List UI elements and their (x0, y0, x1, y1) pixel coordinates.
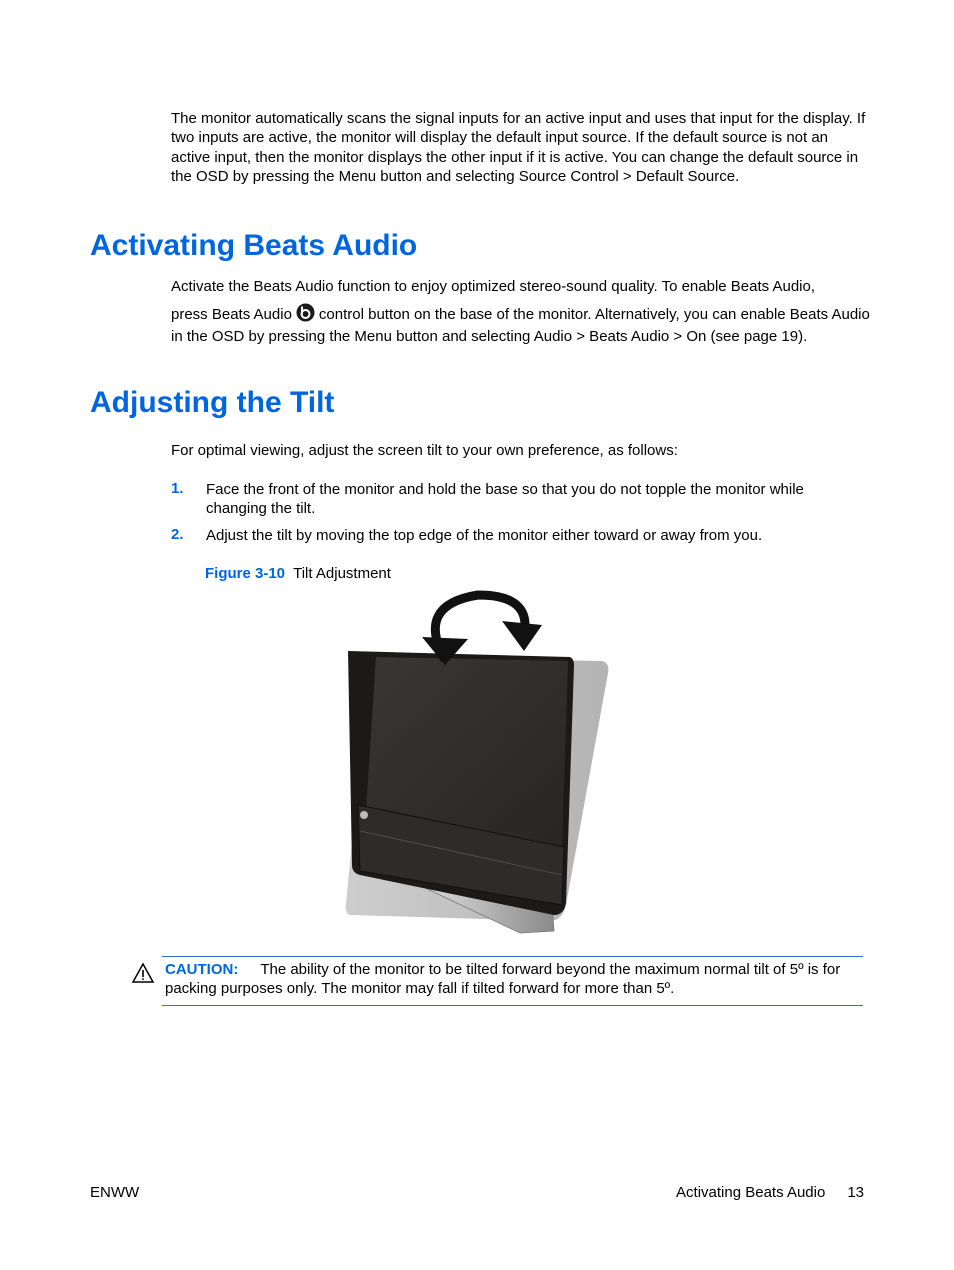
heading-activating-beats-audio: Activating Beats Audio (90, 229, 418, 262)
figure-label: Figure 3-10 (205, 565, 286, 582)
page-number: 13 (847, 1184, 864, 1201)
intro-paragraph: The monitor automatically scans the signal inputs for an active input and uses that input for the display. If two inputs are active, the monitor will display the default input source. If the default source is not an active input, then the monitor displays the other input if it is active. You can change the default source in the OSD by pressing the Menu button and selecting Source Control > Default Source. (171, 110, 866, 185)
beats-paragraph-line1: Activate the Beats Audio function to enjoy optimized stereo-sound quality. To enable Beats Audio, (171, 278, 816, 295)
footer-right (676, 1184, 864, 1201)
caution-box (162, 956, 863, 1006)
caution-label: CAUTION: (165, 961, 239, 978)
footer-section-title: Activating Beats Audio (676, 1184, 826, 1201)
caution-text (165, 960, 860, 999)
beats-text-before-icon: press Beats Audio (171, 306, 292, 323)
tilt-illustration (330, 585, 620, 940)
step-1-number: 1. (171, 480, 184, 497)
hp-logo-icon (360, 811, 368, 819)
beats-text-after-icon: control button on the base of the monitor. Alternatively, you can enable Beats Audio in the OSD by pressing the Menu button and selecting Audio > Beats Audio > On (see page 19). (171, 306, 870, 346)
figure-title: Tilt Adjustment (293, 565, 391, 582)
figure-caption (205, 565, 391, 582)
footer-left: ENWW (90, 1184, 140, 1201)
heading-adjusting-the-tilt: Adjusting the Tilt (90, 386, 335, 419)
step-1-text: Face the front of the monitor and hold the base so that you do not topple the monitor while changing the tilt. (206, 481, 804, 518)
beats-logo-icon (296, 303, 315, 327)
step-2-text: Adjust the tilt by moving the top edge of the monitor either toward or away from you. (206, 527, 763, 544)
warning-triangle-icon (131, 962, 155, 988)
tilt-intro: For optimal viewing, adjust the screen tilt to your own preference, as follows: (171, 442, 678, 459)
step-2-number: 2. (171, 526, 184, 543)
caution-body: The ability of the monitor to be tilted forward beyond the maximum normal tilt of 5º is for packing purposes only. The monitor may fall if tilted forward for more than 5º. (165, 961, 841, 998)
beats-paragraph (171, 303, 871, 347)
